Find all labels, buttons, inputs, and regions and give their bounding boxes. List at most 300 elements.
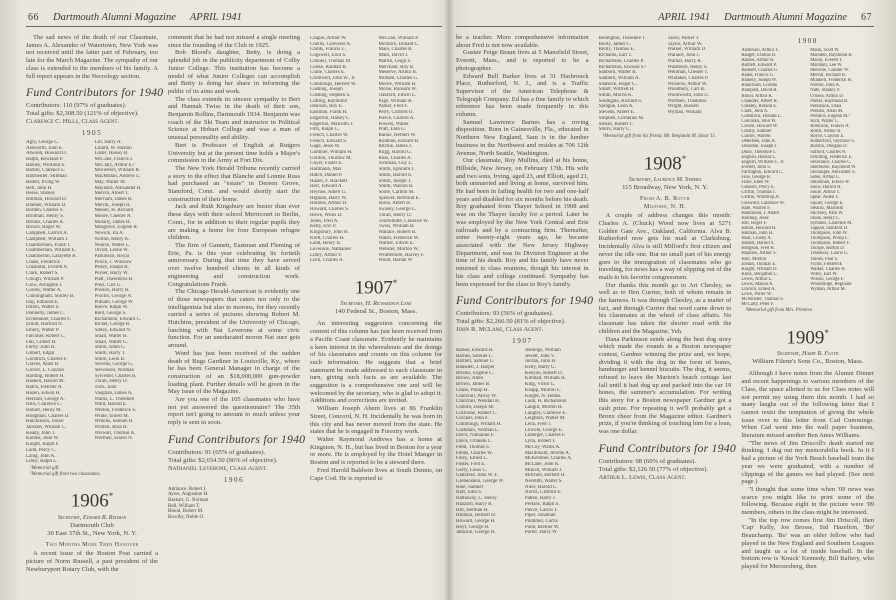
contributor-name: Nourse, Walter L. [94,242,131,248]
contributor-name: Knox, Benjamin C. [741,271,778,277]
contributor-name: Melvin, Albert T. [94,191,130,197]
fund-heading-1906: Fund Contributors for 1940 [168,431,306,446]
class-agent-line: Clarence C. Hills, Class Agent. [26,118,120,126]
contributor-name: Wellman, Chester T. [667,70,709,76]
contributor-name: Nesmith, Walter S. [524,479,563,485]
class-1906-paragraph: A recent issue of the Boston Post carried a picture of Norm Russell, a past president of the Newburyport Rotary Club, with the [26,550,158,573]
contributor-name: Hersum, George A. [26,396,65,402]
contributor-name: Gordon, Thurlow M. [310,155,352,161]
contributor-name: Parkinson, Dana [810,103,842,109]
contributor-name: Warner, Edwin E. [378,241,414,247]
contributor-name: Porter, Harry W. [524,530,558,536]
contributor-name: Merriam, James R. [94,196,133,202]
contributor-name: Wyman, William [667,110,702,116]
class-agent-line: Arthur L. Lewis, Class Agent. [598,473,687,481]
contributor-name: Vaines, Paul S. [810,256,839,262]
contributor-name: Cromwell, John W., Jr. [310,75,356,81]
names-1905 [26,140,158,465]
contributor-name: Ladd, Percy C. [26,447,56,453]
contributor-name: Luck, Charles A. [310,258,344,264]
contributor-name: Ayres, Augustine H. [168,492,209,498]
magazine-title: Dartmouth Alumni Magazine [53,12,176,23]
contributor-name: Bartlett, Samuel C. [456,359,495,365]
contributor-name: Agry, George C. [26,139,59,145]
contributor-name: Foley, Ernest L. [456,456,488,462]
names-1907-col-a [456,348,520,536]
contributor-name: Adriance, Robert I. [168,486,207,492]
page66-column-2 [168,34,306,573]
contributor-name: Churchill, Wendall H. [456,399,500,405]
contributor-name: Lowe, Porter W. [741,292,773,298]
contributor-name: Cushing, Stephen S. [310,93,351,99]
fund-total-line: Total gifts: $2,654.50 (96% of objective). [168,456,278,464]
contributor-name: Preis, Carl G. [94,282,122,288]
contributor-name: Brown, James B. [456,382,491,388]
page-number: 67 [861,12,872,23]
contributor-name: Swasey, George L. [378,207,417,213]
contributor-name: Ashworth, John E. [26,145,64,151]
contributor-name: Smith, Leon B. [94,356,126,362]
contributor-name: McCarty, Peter F. [741,302,775,308]
contributor-name: Lill, Harry A. [94,139,122,145]
contributor-name: Ward, Harold E. [94,402,128,408]
contributor-name: Royce, Clayton E. [810,134,845,140]
contributor-name: Cushman, Norman L. [456,427,500,433]
contributor-name: Moore, Chester N. [94,214,132,220]
contributor-name: Sylvester, Charles B. [94,373,137,379]
paragraph: Gustav Feige Braun lives at 5 Mansfield Street, Everett, Mass., and is reported to be a photographer. [456,49,589,72]
contributor-name: Wood, Harlan W. [378,258,414,264]
contributor-name: Worthen, Ernest N. [94,436,133,442]
contributor-name: Safford, Charles N. [810,149,847,155]
contributor-name: Elliott, Harford N. [26,322,63,328]
contributor-name: Bowlby, Noble O. [168,515,205,521]
contributor-name: Blanchard, Gordon [741,83,778,89]
secretary-line-1908: Secretary, Laurence M. Symmes [628,175,702,183]
contributor-name: Musgrove, Eugene R. [94,225,139,231]
contributor-name: Edgerton, Malcolm J. [310,121,354,127]
contributor-name: Thompson, Philip L. [810,236,849,242]
contributor-name: Richardson, Charles P. [598,58,644,64]
contributor-name: Blood, Arthur K. [741,93,774,99]
fund-stats-1908 [599,458,732,482]
contributor-name: Walsh, Frederick W. [378,235,420,241]
page-67-header [456,12,874,27]
contributor-name: Bell, John H. [26,185,53,191]
contributor-name: Everett, John S. [741,164,772,170]
contributor-name: McCoy, Wallis A. [524,444,561,450]
contributor-name: Norton, John A. [810,83,841,89]
names-1907-col-b [525,348,589,536]
contributor-name: Tuck, John [94,385,117,391]
paragraph: Fred Harold Baldwin lives at South Dennis, on Cape Cod. He is reported to [310,466,442,482]
contributor-name: Whittemore, Harvey F. [378,252,425,258]
contributor-name: Hart, John S. [456,490,483,496]
contributor-name: Taylor, Arthur W. [667,41,703,47]
contributor-name: Day, Edmund E. [26,299,60,305]
contributor-name: Small, Walter G. [94,339,128,345]
contributor-name: Hopkins, Arthur S. [741,251,777,257]
paragraph: A couple of address changes this month: Charles A. (Chuck) Wood now lives at 5271 Golden Gate Ave., Oakland, California. Alva B. Rutherford now gets his mail at Clarksburg. Incidentally Alva is still Milford's first citizen and never the idle one. But no small part of his energy goes to the immigration of classmates who go traveling, for news has a way of slipping out of the mails to his favorite congressmen. [598,212,732,281]
contributor-name: Laing, John A. [26,453,56,459]
contributor-name: Weston, Frederick S. [94,407,137,413]
contributor-name: Mann, Scott W. [810,47,840,53]
contributor-name: Thrall, Henry D. [94,379,128,385]
contributor-name: Smith, Watson B. [378,184,414,190]
class-agent-line: Nathaniel Leverone, Class Agent. [168,464,268,472]
contributor-name: Victor, Frederick [810,261,842,267]
contributor-name: Vaughan, James A. [94,390,133,396]
contributor-name: Parkinson, Royal [94,253,129,259]
contributor-name: Spencer, Bertrand E. [378,195,420,201]
contributor-name: French, Edward S. [310,138,348,144]
contributor-name: Hoar, Crosby A. [741,236,772,242]
contributor-name: Borden, Charles S. [26,208,64,214]
paragraph: Edward Bell Barker lives at 31 Hasbrouck Place, Rutherford, N. J., and is a Traffic Supervisor of the American Telephone & Telegraph Company. Ed has a fine family to which reference has been made frequently in this column. [456,72,589,119]
contributor-name: MacMillan, Andrew L. [94,174,141,180]
contributor-name: Platt, Theodorus B. [94,276,134,282]
contributor-name: Sides, Arthur C. [810,175,841,181]
contributor-name: Donahue, Joseph J. [741,144,778,150]
page67-column-3 [741,34,874,571]
contributor-name: Smallman, Edwin W. [810,180,851,186]
class-1906-notes [168,34,300,427]
contributor-name: Lena, Fred T. [524,422,552,428]
paragraph: Jack and Ruth Kingsbury are busier than ever these days with their school Merricourt in Berlin, Conn., for in addition to their regular pupils they are making a home for four European refugee children. [168,203,300,242]
footnote: ¹Memorial gift from his friend, Mr. Benjamin M. Stout '11. [602,133,717,139]
contributor-name: Herr, Edward A. [310,184,343,190]
contributor-name: Preston, Harry B. [94,288,130,294]
class-1908-notes [599,212,732,435]
contributor-name: Richardson, Edward C. [94,316,142,322]
contributor-name: Macdonald, Jerome A. [524,450,571,456]
contributor-name: Wilmot, Ross H. [94,425,128,431]
contributor-name: Brooks, Eugene C. [456,370,494,376]
secretary-address-1906: 30 East 37th St., New York, N. Y. [47,529,137,537]
contributor-name: Cushing, Joseph [310,87,343,93]
paragraph: "The news of Jim Driscoll's death started me thinking. I dug out my memorabilia book. In it I had a picture of the York Beach baseball team the year we were graduated, with a number of clippings of the games we had played. (See next page.) [741,439,875,486]
contributor-name: Chesley, Roland E. [741,103,778,109]
contributor-name: Ladd, H. Richardson [524,399,567,405]
contributor-name: Reeve, Ralph W. [94,305,129,311]
contributor-name: Putnam, George W. [94,299,134,305]
contributor-name: Moore, William H. [378,81,417,87]
contributor-name: Tourtellotte, Clarence W. [378,218,429,224]
contributor-name: Hinman, Herbert D. [456,513,496,519]
contributor-name: Howe, Willis D. [310,212,343,218]
contributor-name: Libby, Arthur F. [310,252,343,258]
contributor-name: Barker, Edward B. [456,347,494,353]
contributor-name: Kelly, Eric P. [310,224,337,230]
class-1909-notes [741,370,874,570]
secretary-org-1906: Dartmouth Club [70,521,114,529]
contributor-name: Billman, Howard D. [26,196,67,202]
contributor-name: Kenyon, Robert D. [524,370,563,376]
contributor-name: Fields, Charles W. [456,450,493,456]
paragraph: The Chicago Herald-American is evidently one of those newspapers that caters not only to the intelligentsia but also to morons, for they recently carried a series of pictures showing Robert M. Hutchins, president of the University of Chicago, lunching with Nat Leverone at some civic function. For an uneducated moron Nat sure gets around. [168,288,300,350]
paragraph: An interesting suggestion concerning the content of this column has just been received from a Pacific Coast classmate. Evidently he maintains a keen interest in the whereabouts and the doings of his classmates and counts on this column for such information. He suggests that a brief statement be made addressed to each classmate in turn, giving such facts as are available. The suggestion is a comprehensive one and will be welcomed by the secretary, who is glad to adopt it. Additions and corrections are invited. [310,320,442,405]
contributor-name: Prentice, Eugene M.¹ [810,113,850,119]
contributor-name: Oakford, Edwin L. [378,93,417,99]
names-1908-col-a [741,48,805,308]
contributor-name: McAllister, Thomas S. [741,297,784,303]
contributor-name: Fall, Gilbert H. [26,339,57,345]
contributor-name: Chamberlin, Lafayette R. [26,253,77,259]
contributor-name: Davis, Nathaniel F. [456,433,495,439]
contributor-name: Atwood, Howard D. [26,151,67,157]
paragraph: be a teacher. More comprehensive information about Fred is not now available. [456,34,589,49]
contributor-name: Churchill, Parley W. [456,393,497,399]
contributor-name: Hatch, Daniel P. [310,172,343,178]
contributor-name: Ricker, George R. [94,322,131,328]
from-line-1908: From A. B. Rotch Milford, N. H. [640,194,690,210]
contributor-name: Brintnall, Henry S. [26,214,65,220]
asterisk: * [392,278,398,289]
contributor-name: Wright, Russell [667,104,699,110]
contributor-name: Stone, Albert H. [378,201,411,207]
contributor-name: Storrs, Harry C. [598,127,631,133]
contributor-name: Crane, Charles E. [310,70,346,76]
issue-date: APRIL 1941 [658,12,711,23]
contributor-name: Graves, Allen B. [26,362,60,368]
contributor-name: Southgate, Richard S. [598,98,643,104]
contributor-name: Barnes, Arthur B. [741,57,775,63]
contributor-name: Hazen, Edwin H. [26,390,61,396]
contributor-name: Hodgman, Charles D. [26,413,70,419]
contributor-name: Bell, William T. [168,503,201,509]
contributor-name: Orcutt, Leslie W. [94,248,129,254]
contributor-name: Hilton, Howard H. [741,225,777,231]
contributor-name: Hutchinson, Jonas¹ [26,419,65,425]
contributor-name: Jones, Fred A. [310,218,339,224]
contributor-name: King, Victor L. [524,382,556,388]
contributor-name: Holmes, Arthur D. [310,201,348,207]
contributor-name: Glatzfeld, John W. F. [456,473,499,479]
contributor-name: Gage, Jesse W. [310,144,340,150]
contributor-name: Jackson, William C. [26,425,67,431]
contributor-name: Eichenauer, Charles F. [26,316,71,322]
names-1906-start [168,487,300,521]
contributor-name: Loder, Halsey B. [94,151,129,157]
footnote-1907 [599,134,732,140]
contributor-name: Powers, Walter [378,121,409,127]
contributor-name: Pierce, Charles A. [378,115,415,121]
contributor-name: Tappan, Stanford D. [810,225,849,231]
contributor-name: Farrington, Edward C. [741,169,784,175]
contributor-name: Fine, George B. [741,175,772,181]
contributor-name: Keady, John T. [26,430,56,436]
asterisk: * [108,491,114,502]
contributor-name: Kreft, Charles H. [310,235,345,241]
contributor-name: Grebenstein, George W. [456,479,504,485]
contributor-name: Chisholm, Everett A. [26,265,69,271]
contributor-name: Chase, Frederick [26,259,60,265]
contributor-name: Jennings, William [524,347,561,353]
contributor-name: Cutting, Raymond [310,98,347,104]
contributor-name: Griswold, Laurence W. [741,200,785,206]
contributor-name: Stokes, Robert T. [598,121,634,127]
contributor-name: Stevenson, Norman [94,368,134,374]
contributor-name: Rutherford, Seymour S. [810,139,855,145]
contributor-name: Hartmann, Max [310,167,342,173]
contributor-name: Smith, Joseph T. [378,178,412,184]
paragraph: Bob Blood's daughter, Betty, is doing a splendid job in the publicity department of Colby Junior College. This institution has become a model of what Junior Colleges can accomplish and Betty is doing her share in informing the public of its aims and work. [168,49,300,95]
contributor-name: Marsden, Raymond R. [810,52,853,58]
contributor-name: Small, Walter B. [94,333,128,339]
contributor-name: Blood, Robert M. [168,509,204,515]
page-66-header [26,12,442,27]
contributor-name: Lynn, Robert I. [524,439,556,445]
contributor-name: McClary, Arthur E.² [94,162,135,168]
contributor-name: Rodman, Edward B. [378,138,420,144]
contributor-name: Reid, George S. [94,311,127,317]
contributor-name: Chellis, Converse A. [310,41,352,47]
contributor-name: Hazen, F. Brackett [310,178,348,184]
fund-heading-1905: Fund Contributors for 1940 [26,85,164,100]
asterisk: * [681,153,687,164]
class-1905-intro: The sad news of the death of our Classmate, James A. Alexander of Watertown, New York was not received until the latter part of February, too late for the March Magazine. The sympathy of our class is extended to the members of his family. A full report appears in the Necrology section. [26,34,158,80]
contributor-name: Wallace, John J. [667,53,700,59]
subhead-1906: Two Months More Then Hanover [45,540,139,548]
contributor-name: Marsh, Everett T. [810,57,843,63]
contributor-name: Childs, Francis L. [310,47,346,53]
contributor-name: Furby, John H. [26,345,56,351]
contributor-name: Sickman, Guy L. [378,161,413,167]
page-gutter-shadow [444,0,454,600]
contributor-name: Tabor, Parker T. [667,36,700,41]
contributor-name: Shoninger, Alexander S. [810,169,856,175]
contributor-name: Stickney, Park W. [810,210,844,216]
contributor-name: Meserve, Arthur B. [378,70,418,76]
paragraph: The firm of Gannett, Eastman and Fleming of Erie, Pa. is this year celebrating its fortieth anniversary. During that time they have served over twelve hundred clients in all kinds of engineering and construction work. Congratulations Frank. [168,241,300,288]
contributor-name: Batchelder, Stillman [26,174,67,180]
contributor-name: Hammond, J. Albert [741,210,780,216]
section-heading-1906: 1906* [70,490,114,512]
contributor-name: Knight, Ralph F. [26,442,60,448]
names-1907-col-c [599,36,663,133]
contributor-name: Perkins, Allan M. [810,108,844,114]
contributor-name: English, Harold L. [741,154,777,160]
contributor-name: Wilkins, Samuel H. [94,419,134,425]
contributor-name: French, Charles W. [310,132,349,138]
paragraph: Samuel Lawrence Barnes has a roving disposition. Born in Gainesville, Fla., educated in Northern New England, Sam is in the lumber business in the Northwest and resides at 706 12th Avenue, North Seattle, Washington. [456,118,589,157]
contributor-name: Barton, Clarence L. [26,168,66,174]
contributor-name: Nute, Stanley P. [810,88,841,94]
names-1906-continued [310,36,442,264]
contributor-name: McKendree, Charles A. [524,456,573,462]
contributor-name: Anderson, Arthur T. [741,47,779,53]
contributor-name: Chandler, Albert R. [741,98,778,104]
contributor-name: Lillard, W. Huston [94,145,132,151]
contributor-name: Davis, Orlando C. [456,439,493,445]
contributor-name: English, William F., Jr. [741,159,785,165]
contributor-name: Russ, Charles A. [378,155,412,161]
contributor-name: Shattuck, Roger C. [598,81,637,87]
contributor-name: Chapin, Arthur W. [310,36,347,41]
contributor-name: Knibbs, John W. [26,436,60,442]
contributor-name: Minich, William J. [524,467,563,473]
fund-contributors-line: Contributors: 93 (56% of graduates). [456,310,554,318]
secretary-line-1909: Secretary, Harry R. Floyd [776,350,839,358]
contributor-name: Gilbert, Edgar [26,350,55,356]
contributor-name: Melville, Chester W. [810,68,849,74]
contributor-name: Perkins, Ralph S. [524,501,560,507]
names-1906-col-start [168,487,300,521]
issue-date: APRIL 1941 [189,12,242,23]
contributor-name: Worthen, Thaddeus [667,98,707,104]
contributor-name: Richards, Earl T. [598,53,633,59]
contributor-name: Hale, Warren F. [741,205,771,211]
contributor-name: Thrall, Henry D. [378,212,412,218]
contributor-name: Besse, Stanley [26,191,56,197]
fund-stats-1905 [26,102,158,126]
secretary-line-1907: Secretary, H. Richardson Lane [340,300,412,308]
contributor-name: Grover, L. Clayton [26,368,64,374]
contributor-name: Smith, Morris K. [598,93,633,99]
contributor-name: Kingsbury, John H. [310,229,349,235]
contributor-name: Goodrich, Charles F. [26,356,68,362]
contributor-name: Stilphen, Cornelius M. [598,115,645,121]
contributor-name: Langill, Morton H. [524,404,563,410]
contributor-name: Patten, Harry J. [524,496,556,502]
contributor-name: Lewis, Mason A. [741,282,774,288]
contributor-name: Emery, Walter P. [26,328,60,334]
page67-column-1 [456,34,594,571]
names-1906-col-a [310,36,374,264]
page-67 [448,0,896,600]
class-1907-notes-continued [456,34,589,288]
contributor-name: Ruxton, Douglas D. [810,144,848,150]
contributor-name: Merrill, Richard B. [810,73,847,79]
contributor-name: Plummer, Curtis [524,519,558,524]
contributor-name: Parker, Raymond B. [810,98,849,104]
contributor-name: Hobart, Henry M. [26,407,62,413]
contributor-name: Walker, William D. [667,47,707,53]
contributor-name: Winslow, Arthur W. [667,81,708,87]
page66-column-3 [310,34,442,573]
contributor-name: Higman, Harry W. [310,195,347,201]
contributor-name: Luberger, Charles F. [524,433,566,439]
contributor-name: Coburn, Joseph M. [456,404,495,410]
contributor-name: Edgerton, Halsey C. [310,115,351,121]
contributor-name: Connell, Thomas M. [310,58,352,64]
contributor-name: Marshall, Lee W. [810,62,843,68]
contributor-name: Griffin, Winthrop A. [741,195,780,201]
contributor-name: Rotch, Arthur B. [810,129,842,135]
contributor-name: Martin, Leigh S. [378,58,412,64]
contributor-name: Blanpied, David R. [741,88,778,94]
contributor-name: Eastman, Frank H. [310,110,348,116]
contributor-name: Gerry, Louis C. [456,467,488,473]
secretary-address-1908: 115 Broadway, New York, N. Y. [622,183,708,191]
contributor-name: Richardson, Elwood S.¹ [598,64,647,70]
contributor-name: Foster, Fred E. [456,461,486,467]
contributor-name: McGrail, William P. [378,36,419,41]
contributor-name: Lewis, Arthur L. [741,276,773,282]
contributor-name: Mitchell, Herbert H. [524,473,566,479]
contributor-name: Hathaway, C. Henry [456,496,497,502]
contributor-name: Cunningham, Shirley B. [26,293,75,299]
contributor-name: Main, Charles R. [378,47,413,53]
paragraph: Walter Raymond Andrews has a home at Kingston, N. H., but has lived in Boston for a year or more. He is employed by the Hotel Manger in Boston and is reported to be a steward there. [310,436,442,467]
contributor-name: Howard, George H. [456,519,496,524]
contributor-name: Milham, Charles G. [378,75,419,81]
contributor-name: Gleason, Percy E. [741,185,775,191]
contributor-name: Chamberlain, William E. [26,248,76,254]
contributor-name: Clough, William P. [26,276,65,282]
contributor-name: Stevens, Albert E. [598,110,635,116]
paragraph: "I thought that some time when '09 news was scarce you might like to print some of the following. Because eight in the picture were '09 members, others in the class might be interested. [741,485,875,517]
